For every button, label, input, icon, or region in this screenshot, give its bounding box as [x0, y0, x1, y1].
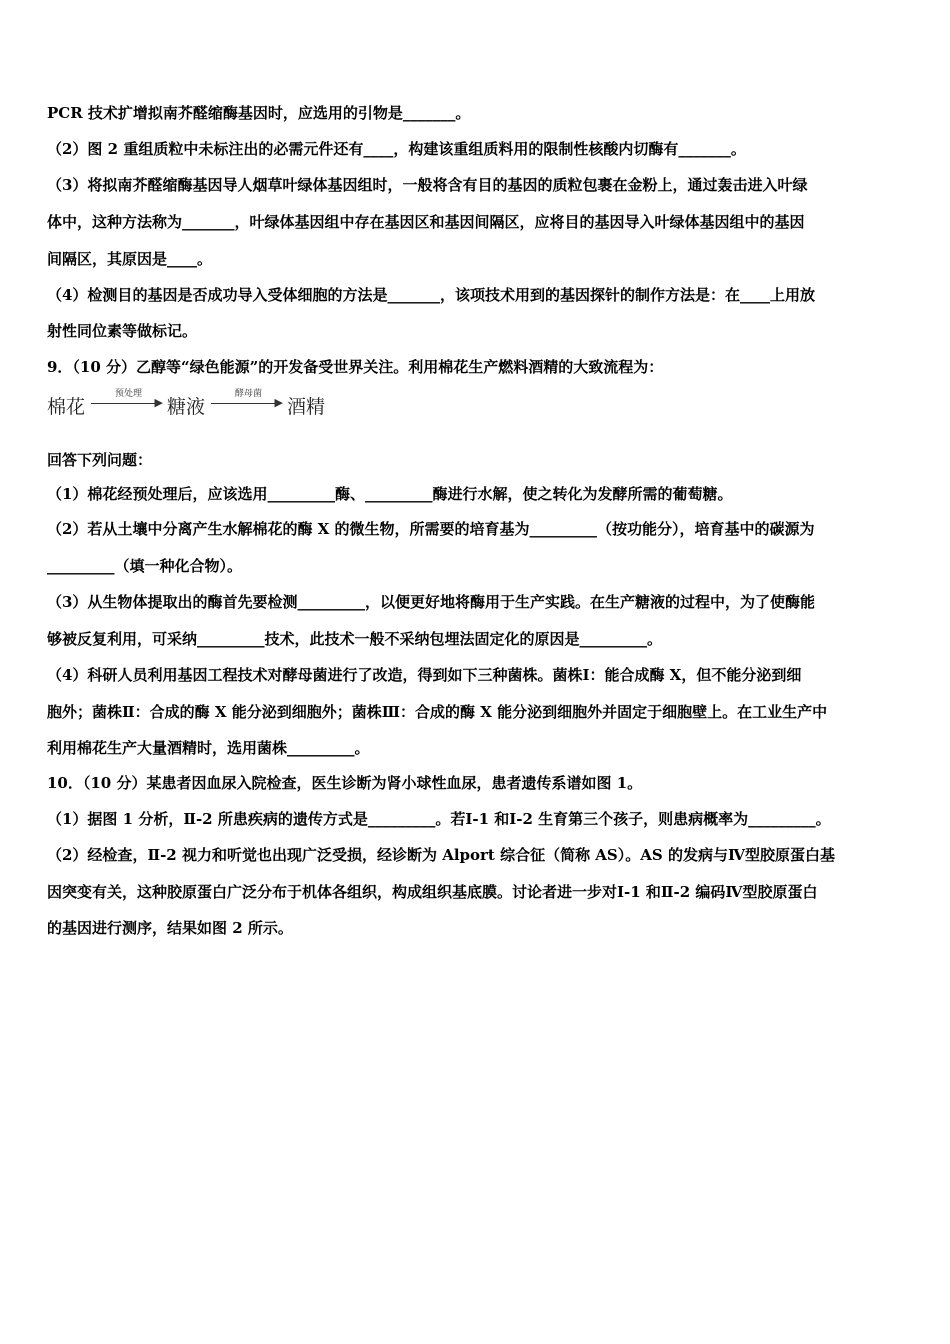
flow-step-alcohol: 酒精: [287, 396, 326, 418]
q10-part1-line: （1）据图 1 分析，Ⅱ-2 所患疾病的遗传方式是_________。若Ⅰ-1 和Ⅰ-2 生育第三个孩子，则患病概率为_________。: [47, 810, 831, 828]
q9-answer-prompt: 回答下列问题：: [47, 451, 153, 469]
q8-part3-line2: 体中，这种方法称为_______，叶绿体基因组中存在基因区和基因间隔区，应将目的基因导入叶绿体基因组中的基因: [47, 213, 805, 231]
arrow-shaft: [211, 403, 275, 404]
q9-part2-line2: _________（填一种化合物）。: [47, 557, 243, 575]
q9-part3-line2: 够被反复利用，可采纳_________技术，此技术一般不采纳包埋法固定化的原因是_________。: [47, 630, 663, 648]
flow-arrow-pretreatment: [91, 386, 163, 416]
q9-part4-line1: （4）科研人员利用基因工程技术对酵母菌进行了改造，得到如下三种菌株。菌株Ⅰ：能合成酶 X，但不能分泌到细: [47, 666, 802, 684]
flow-arrow-label-pretreatment: 预处理: [115, 389, 143, 399]
q8-part4-line1: （4）检测目的基因是否成功导入受体细胞的方法是_______，该项技术用到的基因探针的制作方法是：在____上用放: [47, 286, 815, 304]
arrow-head-icon: ▶: [274, 396, 283, 409]
q8-part3-line3: 间隔区，其原因是____。: [47, 250, 213, 268]
q9-stem-line: 9．（10 分）乙醇等“绿色能源”的开发备受世界关注。利用棉花生产燃料酒精的大致流程为：: [47, 358, 664, 376]
q9-part1-line: （1）棉花经预处理后，应该选用_________酶、_________酶进行水解，使之转化为发酵所需的葡萄糖。: [47, 485, 733, 503]
q9-part3-line1: （3）从生物体提取出的酶首先要检测_________，以便更好地将酶用于生产实践。在生产糖液的过程中，为了使酶能: [47, 593, 815, 611]
flow-step-cotton: 棉花: [47, 396, 86, 418]
arrow-shaft: [91, 403, 155, 404]
q10-part2-line2: 因突变有关，这种胶原蛋白广泛分布于机体各组织，构成组织基底膜。讨论者进一步对Ⅰ-1 和Ⅱ-2 编码Ⅳ型胶原蛋白: [47, 883, 818, 901]
q10-stem-line: 10．（10 分）某患者因血尿入院检查，医生诊断为肾小球性血尿，患者遗传系谱如图 1。: [47, 774, 643, 792]
q8-part2-line: （2）图 2 重组质粒中未标注出的必需元件还有____，构建该重组质料用的限制性核酸内切酶有_______。: [47, 140, 746, 158]
q8-part3-line1: （3）将拟南芥醛缩酶基因导人烟草叶绿体基因组时，一般将含有目的基因的质粒包裹在金粉上，通过轰击进入叶绿: [47, 176, 808, 194]
flow-step-sugar-solution: 糖液: [167, 396, 206, 418]
flow-arrow-yeast: [211, 386, 283, 416]
q10-part2-line1: （2）经检查，Ⅱ-2 视力和听觉也出现广泛受损，经诊断为 Alport 综合征（简称 AS）。AS 的发病与Ⅳ型胶原蛋白基: [47, 846, 835, 864]
q9-part4-line3: 利用棉花生产大量酒精时，选用菌株_________。: [47, 739, 370, 757]
arrow-head-icon: ▶: [154, 396, 163, 409]
q8-pcr-primer-line: PCR 技术扩增拟南芥醛缩酶基因时，应选用的引物是_______。: [47, 104, 471, 122]
q9-part4-line2: 胞外；菌株Ⅱ：合成的酶 X 能分泌到细胞外；菌株Ⅲ：合成的酶 X 能分泌到细胞外并固定于细胞壁上。在工业生产中: [47, 703, 828, 721]
q8-part4-line2: 射性同位素等做标记。: [47, 322, 198, 340]
flow-arrow-label-yeast: 酵母菌: [235, 389, 263, 399]
q10-part2-line3: 的基因进行测序，结果如图 2 所示。: [47, 919, 293, 937]
q9-part2-line1: （2）若从土壤中分离产生水解棉花的酶 X 的微生物，所需要的培育基为_________（按功能分），培育基中的碳源为: [47, 520, 815, 538]
